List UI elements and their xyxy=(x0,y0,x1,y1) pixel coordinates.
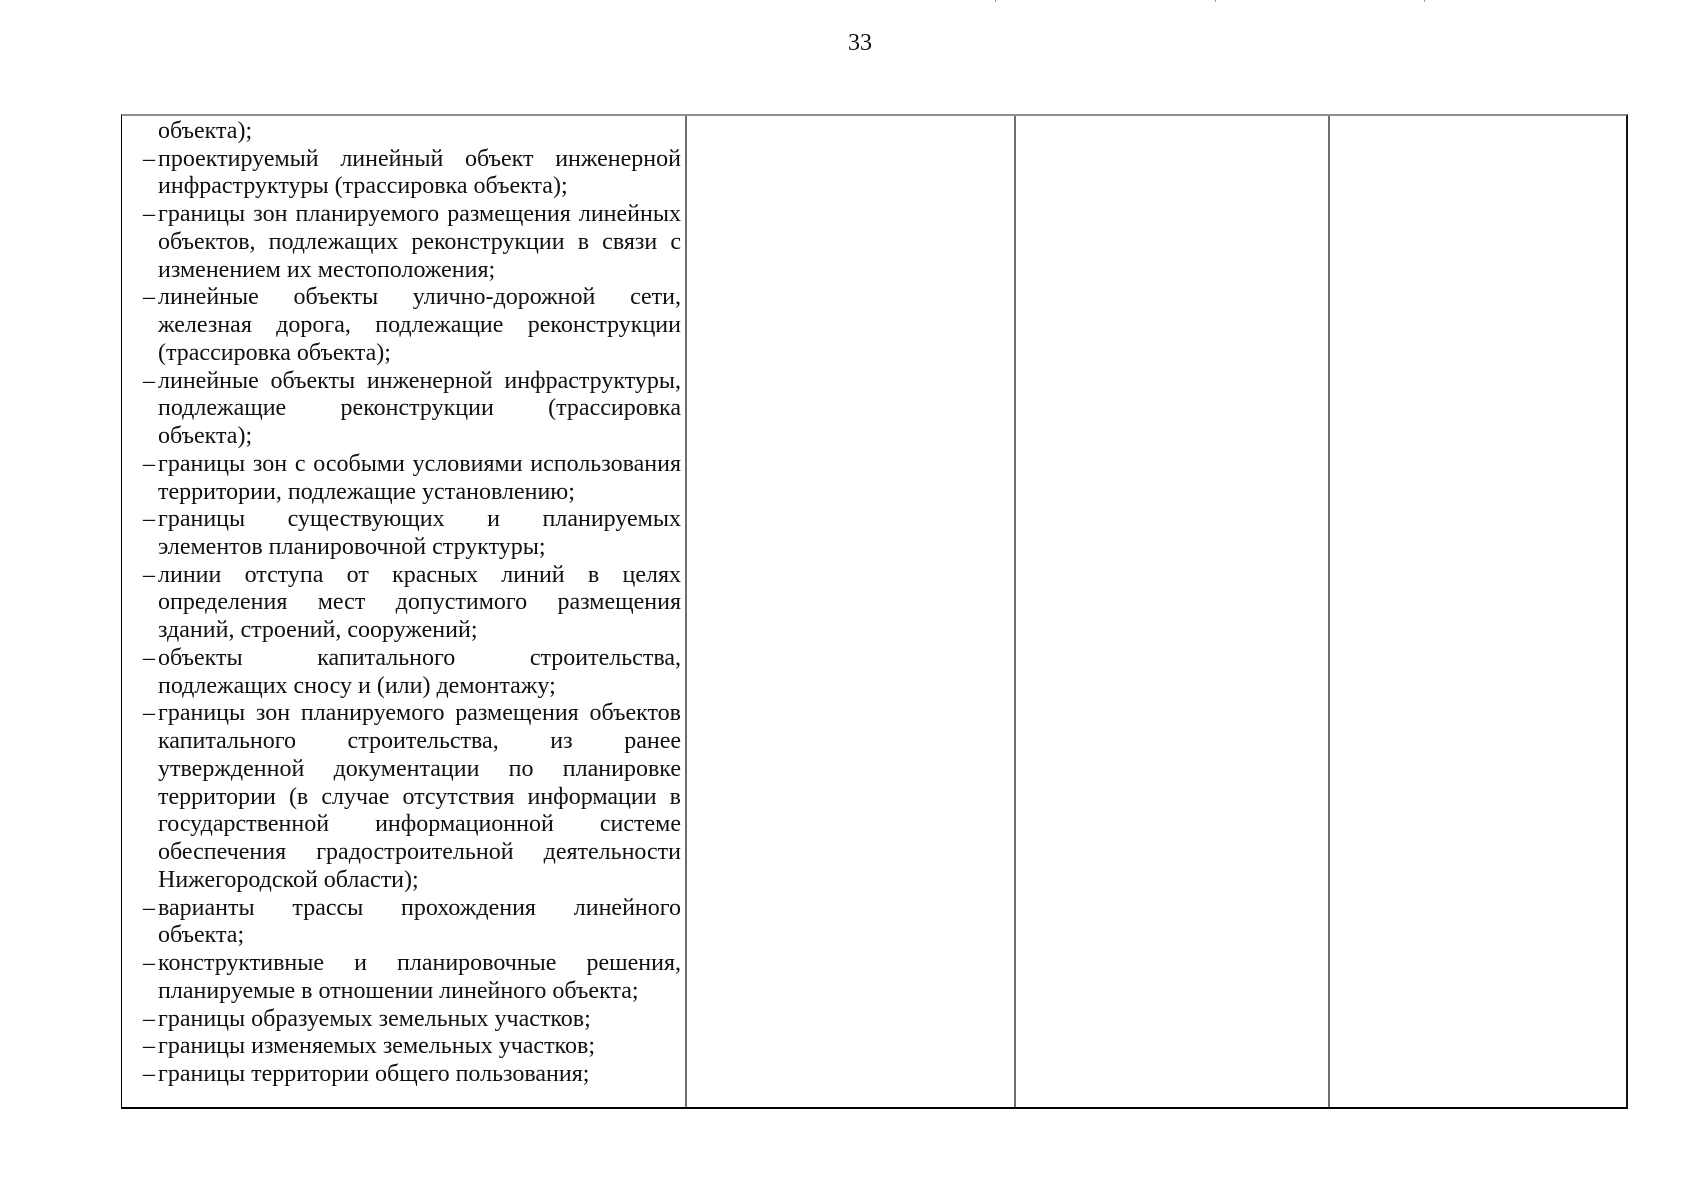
dash-bullet-icon: – xyxy=(143,201,155,228)
dash-bullet-icon: – xyxy=(143,1033,155,1060)
document-table xyxy=(121,114,1628,1109)
list-item-continuation-line xyxy=(143,756,681,784)
list-line-text: железная дорога, подлежащие реконструкции xyxy=(158,312,681,339)
list-line-text: границы зон с особыми условиями использования xyxy=(158,450,681,477)
requirements-list xyxy=(143,118,681,1089)
list-item-start-line xyxy=(143,700,681,728)
dash-bullet-icon: – xyxy=(143,145,155,172)
list-line-text: границы зон планируемого размещения линейных xyxy=(158,201,681,228)
list-item-start-line xyxy=(143,1006,681,1034)
list-line-text: инфраструктуры (трассировка объекта); xyxy=(158,173,568,200)
list-item-continuation-line xyxy=(143,479,681,507)
list-item-continuation-line xyxy=(143,534,681,562)
list-item-start-line xyxy=(143,451,681,479)
top-edge-tick xyxy=(1215,0,1216,2)
table-cell-column-2 xyxy=(687,116,1014,1107)
list-item-start-line xyxy=(143,895,681,923)
page-number: 33 xyxy=(848,30,872,56)
list-line-text: подлежащих сносу и (или) демонтажу; xyxy=(158,672,556,699)
list-line-text: границы изменяемых земельных участков; xyxy=(158,1033,595,1060)
list-item-continuation-line xyxy=(143,423,681,451)
list-line-text: зданий, строений, сооружений; xyxy=(158,617,478,644)
dash-bullet-icon: – xyxy=(143,450,155,477)
list-item-continuation-line xyxy=(143,395,681,423)
list-line-text: проектируемый линейный объект инженерной xyxy=(158,145,681,172)
list-line-text: территории (в случае отсутствия информации в xyxy=(158,783,681,810)
list-line-text: подлежащие реконструкции (трассировка xyxy=(158,395,681,422)
list-item-continuation-line xyxy=(143,728,681,756)
list-line-text: конструктивные и планировочные решения, xyxy=(158,950,681,977)
list-line-text: государственной информационной системе xyxy=(158,811,681,838)
top-edge-tick xyxy=(1424,0,1425,2)
list-item-continuation-line xyxy=(143,173,681,201)
list-item-continuation-line xyxy=(143,867,681,895)
list-line-text: капитального строительства, из ранее xyxy=(158,728,681,755)
list-line-text: границы образуемых земельных участков; xyxy=(158,1005,591,1032)
list-item-start-line xyxy=(143,645,681,673)
list-item-start-line xyxy=(143,506,681,534)
list-line-text: линии отступа от красных линий в целях xyxy=(158,561,681,588)
table-cell-column-3 xyxy=(1016,116,1328,1107)
list-item-start-line xyxy=(143,562,681,590)
list-item-continuation-line xyxy=(143,978,681,1006)
list-item-continuation-line xyxy=(143,673,681,701)
dash-bullet-icon: – xyxy=(143,506,155,533)
table-cell-column-4 xyxy=(1330,116,1626,1107)
list-item-continuation-line xyxy=(143,118,681,146)
top-edge-tick xyxy=(995,0,996,2)
dash-bullet-icon: – xyxy=(143,1060,155,1087)
list-line-text: определения мест допустимого размещения xyxy=(158,589,681,616)
list-line-text: территории, подлежащие установлению; xyxy=(158,478,575,505)
list-line-text: планируемые в отношении линейного объекта; xyxy=(158,977,639,1004)
list-item-continuation-line xyxy=(143,922,681,950)
list-line-text: обеспечения градостроительной деятельности xyxy=(158,839,681,866)
list-line-text: Нижегородской области); xyxy=(158,866,419,893)
dash-bullet-icon: – xyxy=(143,700,155,727)
list-item-start-line xyxy=(143,368,681,396)
list-item-start-line xyxy=(143,1033,681,1061)
list-line-text: границы существующих и планируемых xyxy=(158,506,681,533)
list-line-text: (трассировка объекта); xyxy=(158,339,391,366)
list-item-continuation-line xyxy=(143,312,681,340)
list-line-text: элементов планировочной структуры; xyxy=(158,534,546,561)
dash-bullet-icon: – xyxy=(143,894,155,921)
list-item-continuation-line xyxy=(143,811,681,839)
list-line-text: границы зон планируемого размещения объектов xyxy=(158,700,681,727)
list-item-continuation-line xyxy=(143,839,681,867)
list-item-continuation-line xyxy=(143,784,681,812)
list-item-start-line xyxy=(143,201,681,229)
list-line-text: линейные объекты инженерной инфраструктуры, xyxy=(158,367,681,394)
list-item-start-line xyxy=(143,284,681,312)
list-line-text: объекты капитального строительства, xyxy=(158,644,681,671)
list-item-start-line xyxy=(143,146,681,174)
list-item-start-line xyxy=(143,950,681,978)
list-item-continuation-line xyxy=(143,257,681,285)
list-line-text: утвержденной документации по планировке xyxy=(158,755,681,782)
list-line-text: объекта); xyxy=(158,423,253,450)
list-line-text: объектов, подлежащих реконструкции в связи с xyxy=(158,228,681,255)
list-item-continuation-line xyxy=(143,617,681,645)
list-line-text: изменением их местоположения; xyxy=(158,256,496,283)
dash-bullet-icon: – xyxy=(143,950,155,977)
list-line-text: объекта; xyxy=(158,922,245,949)
dash-bullet-icon: – xyxy=(143,561,155,588)
list-line-text: линейные объекты улично-дорожной сети, xyxy=(158,284,681,311)
list-item-continuation-line xyxy=(143,340,681,368)
dash-bullet-icon: – xyxy=(143,284,155,311)
dash-bullet-icon: – xyxy=(143,1005,155,1032)
table-cell-requirements-list xyxy=(122,116,685,1107)
list-item-start-line xyxy=(143,1061,681,1089)
list-line-text: варианты трассы прохождения линейного xyxy=(158,894,681,921)
list-line-text: границы территории общего пользования; xyxy=(158,1060,590,1087)
list-item-continuation-line xyxy=(143,589,681,617)
dash-bullet-icon: – xyxy=(143,367,155,394)
list-line-text: объекта); xyxy=(158,118,253,144)
dash-bullet-icon: – xyxy=(143,644,155,671)
list-item-continuation-line xyxy=(143,229,681,257)
